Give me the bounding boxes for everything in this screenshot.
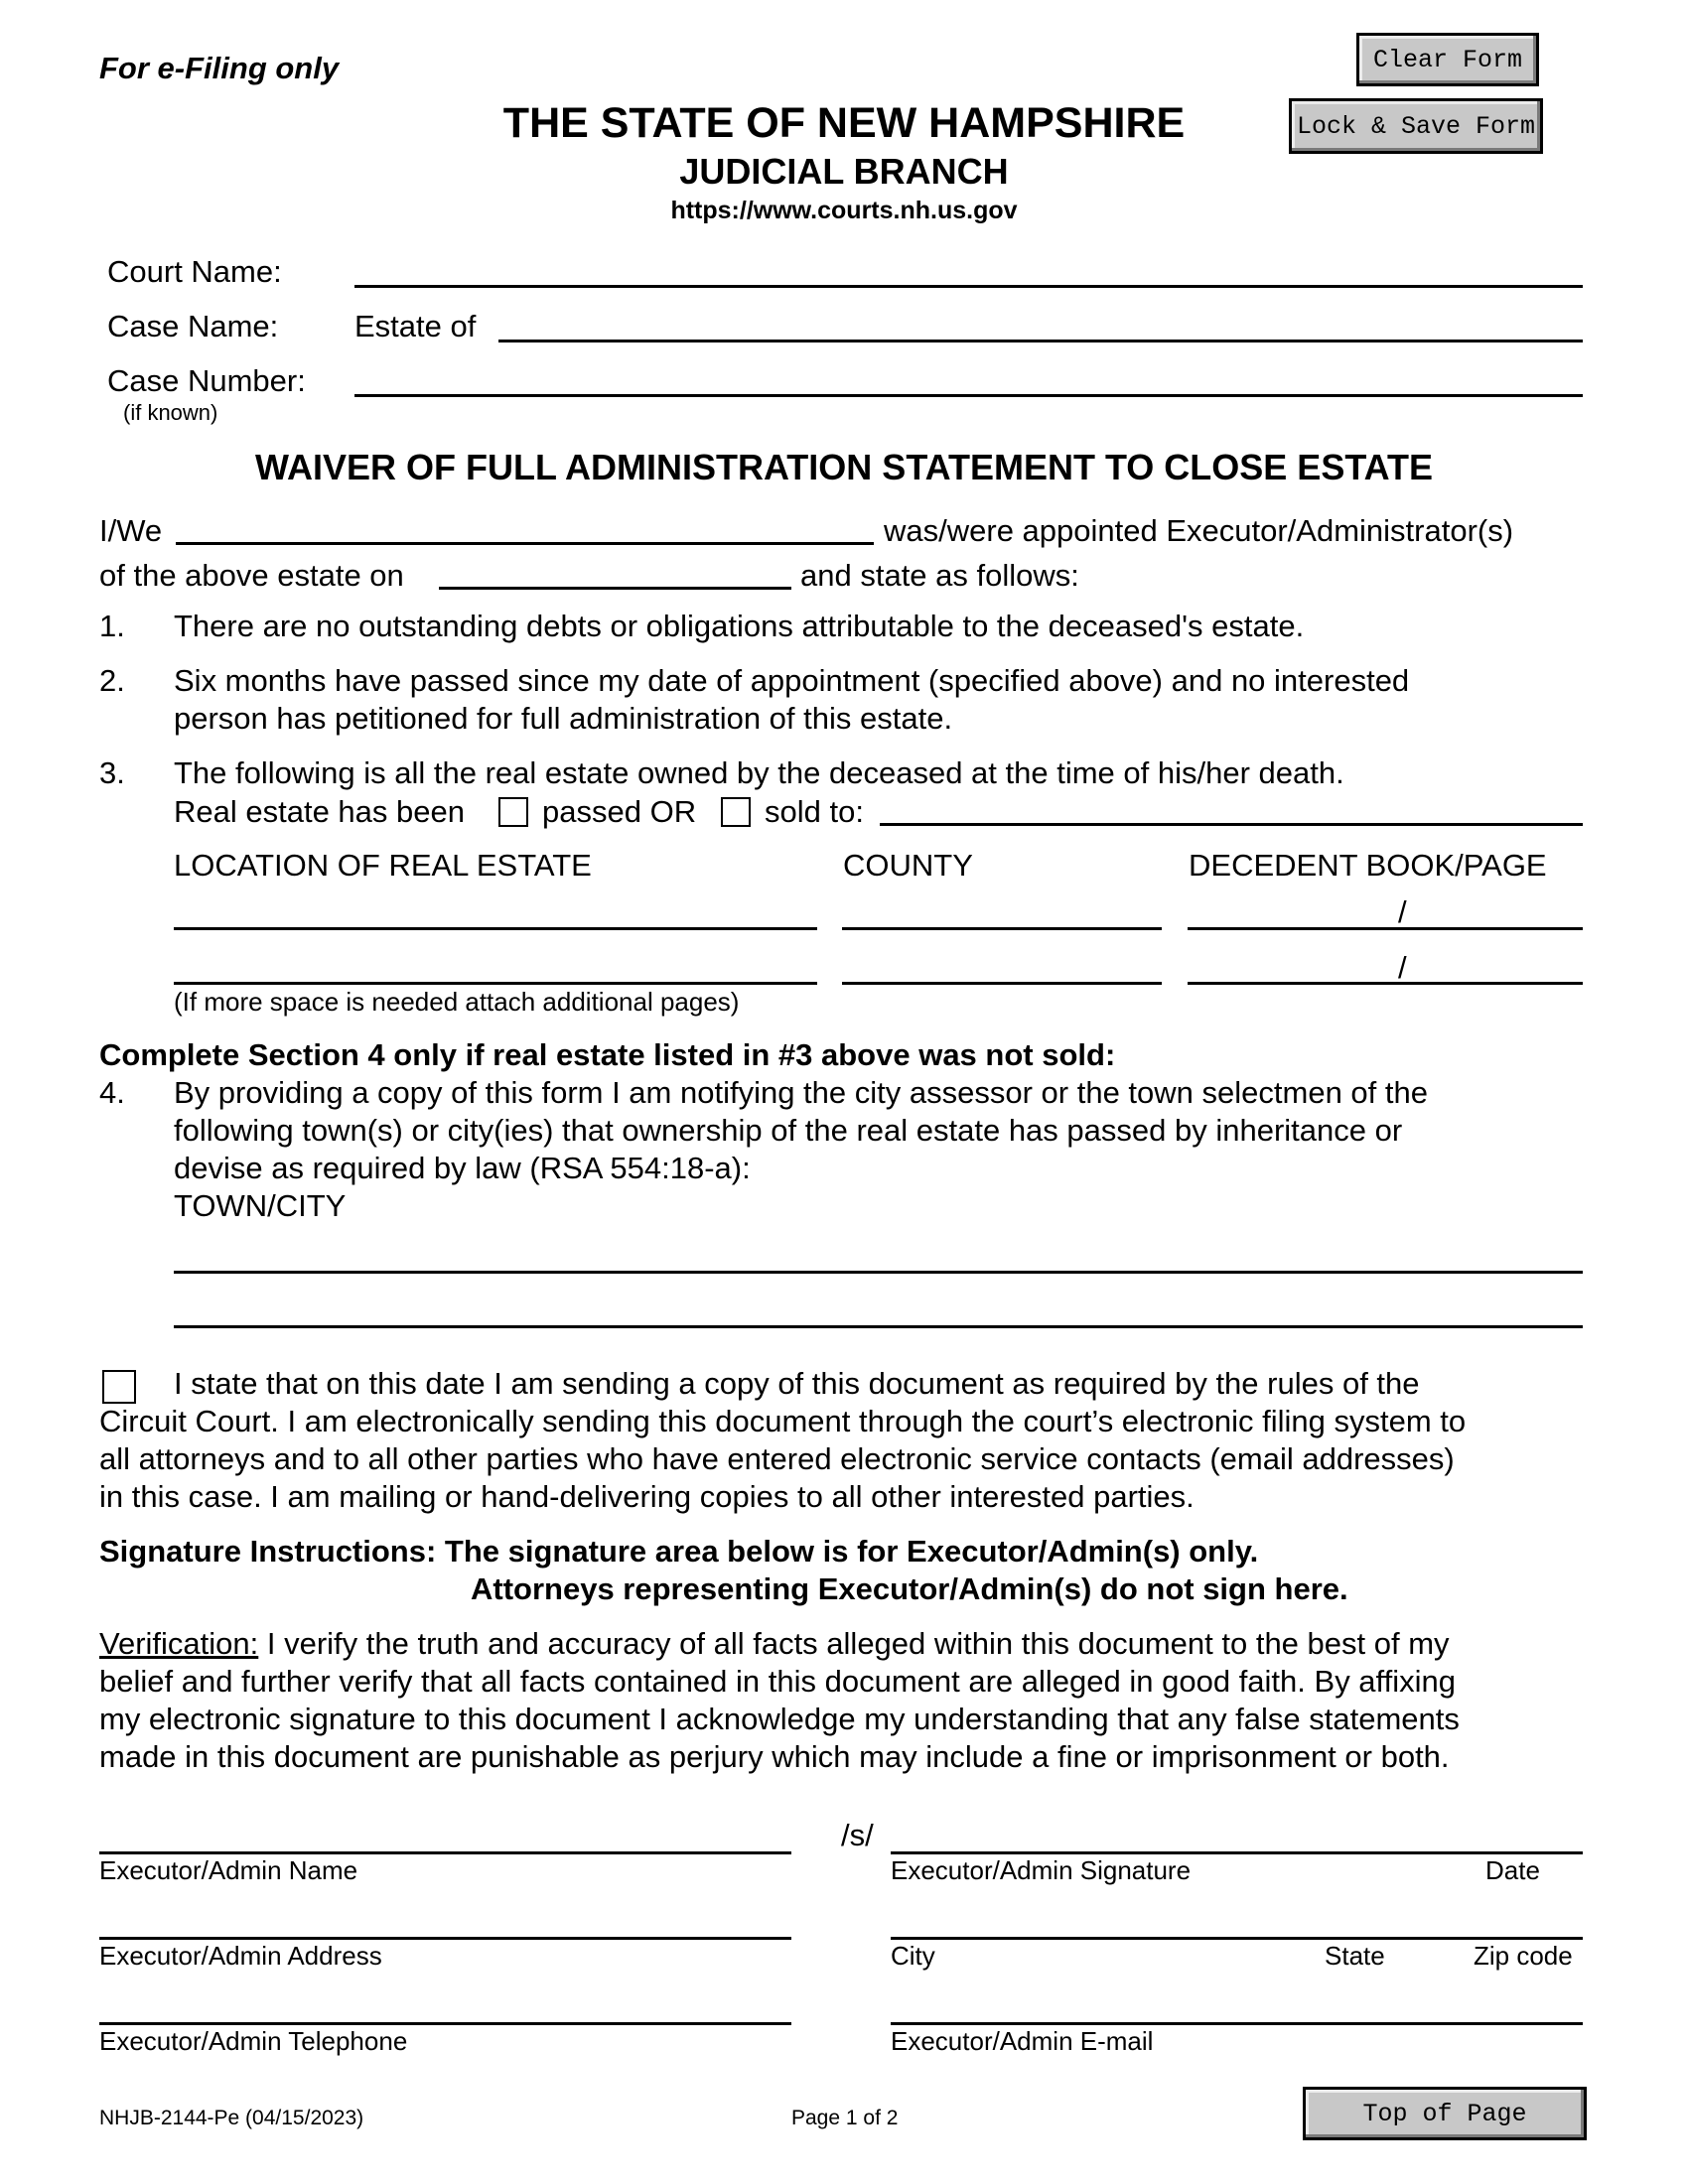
item-1-number: 1. (99, 609, 125, 643)
zip-code-label: Zip code (1474, 1941, 1573, 1971)
city-state-zip-field[interactable] (891, 1937, 1583, 1940)
executor-signature-field[interactable] (891, 1851, 1583, 1854)
item-4-text-line2: following town(s) or city(ies) that ownership of the real estate has passed by inheritance or (174, 1113, 1403, 1148)
city-label: City (891, 1941, 935, 1971)
book-page-field-row2[interactable] (1188, 982, 1583, 985)
state-label: State (1325, 1941, 1385, 1971)
sold-to-field[interactable] (880, 823, 1583, 826)
executor-name-label: Executor/Admin Name (99, 1855, 358, 1885)
service-text-line3: all attorneys and to all other parties who have entered electronic service contacts (email addresses) (99, 1441, 1455, 1476)
item-2-text-line2: person has petitioned for full administration of this estate. (174, 701, 953, 736)
executor-signature-label: Executor/Admin Signature (891, 1855, 1192, 1885)
verification-line3: my electronic signature to this document I acknowledge my understanding that any false statements (99, 1702, 1460, 1736)
item-4-number: 4. (99, 1075, 125, 1110)
court-name-label: Court Name: (107, 254, 282, 289)
case-number-field[interactable] (354, 394, 1583, 397)
location-field-row1[interactable] (174, 927, 817, 930)
passed-checkbox[interactable] (498, 797, 528, 827)
signature-s-mark: /s/ (841, 1818, 874, 1852)
executor-email-field[interactable] (891, 2022, 1583, 2025)
iwe-label: I/We (99, 513, 163, 548)
sold-to-text: sold to: (765, 794, 864, 829)
item-3-number: 3. (99, 755, 125, 790)
efiling-label: For e-Filing only (99, 51, 340, 85)
more-space-note: (If more space is needed attach additional pages) (174, 987, 740, 1017)
item-2-text-line1: Six months have passed since my date of appointment (specified above) and no interested (174, 663, 1410, 698)
of-estate-on-text: of the above estate on (99, 558, 404, 593)
service-text-line2: Circuit Court. I am electronically sending this document through the court’s electronic filing system to (99, 1404, 1467, 1438)
court-name-field[interactable] (354, 285, 1583, 288)
item-2-number: 2. (99, 663, 125, 698)
courts-url: https://www.courts.nh.us.gov (670, 197, 1018, 224)
town-city-label: TOWN/CITY (174, 1188, 347, 1223)
verification-label: Verification: (99, 1626, 259, 1661)
date-label: Date (1485, 1855, 1540, 1885)
service-text-line1: I state that on this date I am sending a copy of this document as required by the rules of the (174, 1366, 1420, 1401)
if-known-note: (if known) (123, 400, 218, 425)
clear-form-button[interactable]: Clear Form (1356, 33, 1539, 86)
executor-email-label: Executor/Admin E-mail (891, 2026, 1154, 2056)
executor-telephone-label: Executor/Admin Telephone (99, 2026, 408, 2056)
executor-address-field[interactable] (99, 1937, 791, 1940)
service-text-line4: in this case. I am mailing or hand-delivering copies to all other interested parties. (99, 1479, 1195, 1514)
verification-line4: made in this document are punishable as perjury which may include a fine or imprisonment or both. (99, 1739, 1450, 1774)
county-field-row2[interactable] (842, 982, 1162, 985)
lock-save-form-button[interactable]: Lock & Save Form (1289, 98, 1543, 154)
column-location-header: LOCATION OF REAL ESTATE (174, 848, 592, 883)
state-follows-text: and state as follows: (800, 558, 1079, 593)
state-title: THE STATE OF NEW HAMPSHIRE (502, 99, 1186, 147)
signature-instructions-line1: Signature Instructions: The signature area below is for Executor/Admin(s) only. (99, 1534, 1259, 1569)
branch-title: JUDICIAL BRANCH (679, 151, 1009, 192)
section-4-heading: Complete Section 4 only if real estate listed in #3 above was not sold: (99, 1037, 1116, 1072)
county-field-row1[interactable] (842, 927, 1162, 930)
verification-line1 (99, 1625, 1450, 1664)
book-page-slash-row2: / (1398, 950, 1407, 985)
form-id: NHJB-2144-Pe (04/15/2023) (99, 2107, 364, 2129)
town-city-field-1[interactable] (174, 1271, 1583, 1274)
executor-address-label: Executor/Admin Address (99, 1941, 382, 1971)
service-checkbox[interactable] (102, 1370, 136, 1404)
signature-instructions-line2: Attorneys representing Executor/Admin(s) do not sign here. (471, 1571, 1348, 1606)
verification-line2: belief and further verify that all facts contained in this document are alleged in good faith. By affixing (99, 1664, 1456, 1699)
sold-checkbox[interactable] (721, 797, 751, 827)
column-book-page-header: DECEDENT BOOK/PAGE (1189, 848, 1547, 883)
real-estate-has-been-text: Real estate has been (174, 794, 465, 829)
book-page-field-row1[interactable] (1188, 927, 1583, 930)
item-4-text-line3: devise as required by law (RSA 554:18-a): (174, 1151, 751, 1185)
appointed-text: was/were appointed Executor/Administrator(s) (884, 513, 1514, 548)
case-name-label: Case Name: (107, 309, 279, 343)
passed-or-text: passed OR (542, 794, 697, 829)
case-number-label: Case Number: (107, 363, 306, 398)
page-number: Page 1 of 2 (791, 2107, 899, 2129)
executor-name-field[interactable] (99, 1851, 791, 1854)
estate-of-label: Estate of (354, 309, 477, 343)
executor-telephone-field[interactable] (99, 2022, 791, 2025)
case-name-field[interactable] (498, 340, 1583, 342)
appointment-date-field[interactable] (439, 587, 791, 590)
form-title: WAIVER OF FULL ADMINISTRATION STATEMENT TO CLOSE ESTATE (255, 447, 1433, 487)
verification-text-line1: I verify the truth and accuracy of all facts alleged within this document to the best of my (258, 1626, 1450, 1661)
item-1-text: There are no outstanding debts or obligations attributable to the deceased's estate. (174, 609, 1305, 643)
town-city-field-2[interactable] (174, 1325, 1583, 1328)
executor-names-field[interactable] (176, 542, 874, 545)
book-page-slash-row1: / (1398, 894, 1407, 929)
column-county-header: COUNTY (843, 848, 973, 883)
top-of-page-button[interactable]: Top of Page (1303, 2087, 1587, 2140)
location-field-row2[interactable] (174, 982, 817, 985)
item-3-text-line1: The following is all the real estate owned by the deceased at the time of his/her death. (174, 755, 1344, 790)
item-4-text-line1: By providing a copy of this form I am notifying the city assessor or the town selectmen of the (174, 1075, 1428, 1110)
